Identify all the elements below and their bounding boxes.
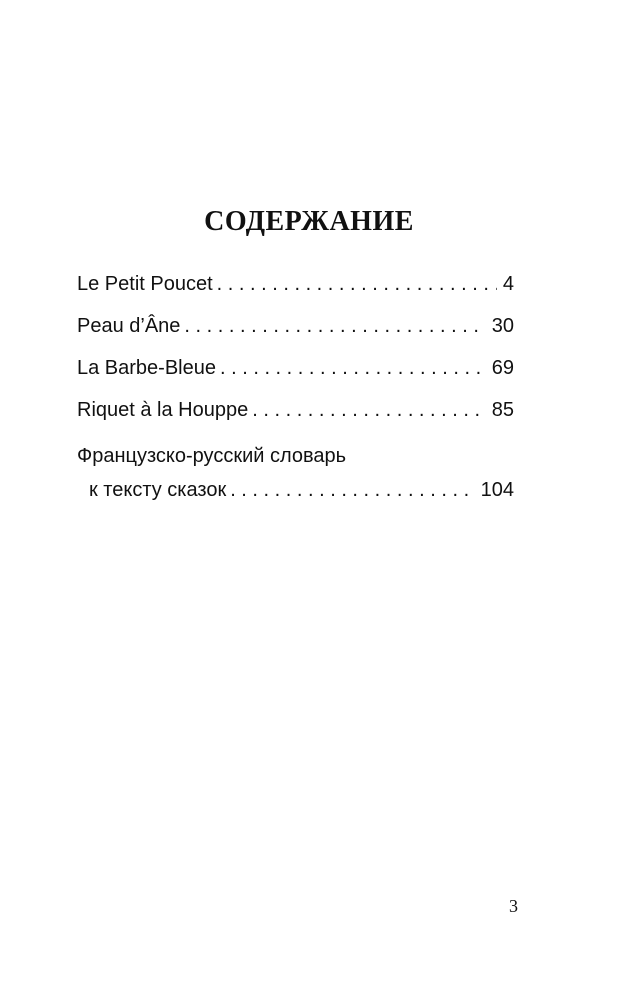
dot-leader <box>252 399 486 422</box>
dot-leader <box>184 315 485 338</box>
dot-leader <box>230 479 474 502</box>
toc-entry-title-line1: Французско-русский словарь <box>77 445 347 467</box>
toc-entry-title: Riquet à la Houppe <box>77 399 249 421</box>
toc-entry-page: 30 <box>491 315 514 337</box>
toc-list <box>77 273 514 513</box>
toc-entry-page: 85 <box>491 399 514 421</box>
toc-entry[interactable] <box>77 273 514 315</box>
contents-heading: СОДЕРЖАНИЕ <box>204 206 414 237</box>
toc-entry-title: La Barbe-Bleue <box>77 357 216 379</box>
toc-entry-title: Le Petit Poucet <box>77 273 213 295</box>
dot-leader <box>217 273 497 296</box>
page-number: 3 <box>509 896 518 916</box>
toc-entry-page: 4 <box>502 273 514 295</box>
toc-entry-title-line2: к тексту сказок <box>89 479 227 501</box>
toc-entry[interactable] <box>77 357 514 399</box>
toc-entry[interactable] <box>77 315 514 357</box>
toc-entry[interactable] <box>77 399 514 441</box>
toc-entry-title: Peau d’Âne <box>77 315 181 337</box>
toc-entry-second-line <box>77 479 514 513</box>
toc-entry-page: 69 <box>491 357 514 379</box>
toc-entry-page: 104 <box>480 479 514 501</box>
dot-leader <box>220 357 486 380</box>
toc-entry-dictionary[interactable] <box>77 445 514 513</box>
